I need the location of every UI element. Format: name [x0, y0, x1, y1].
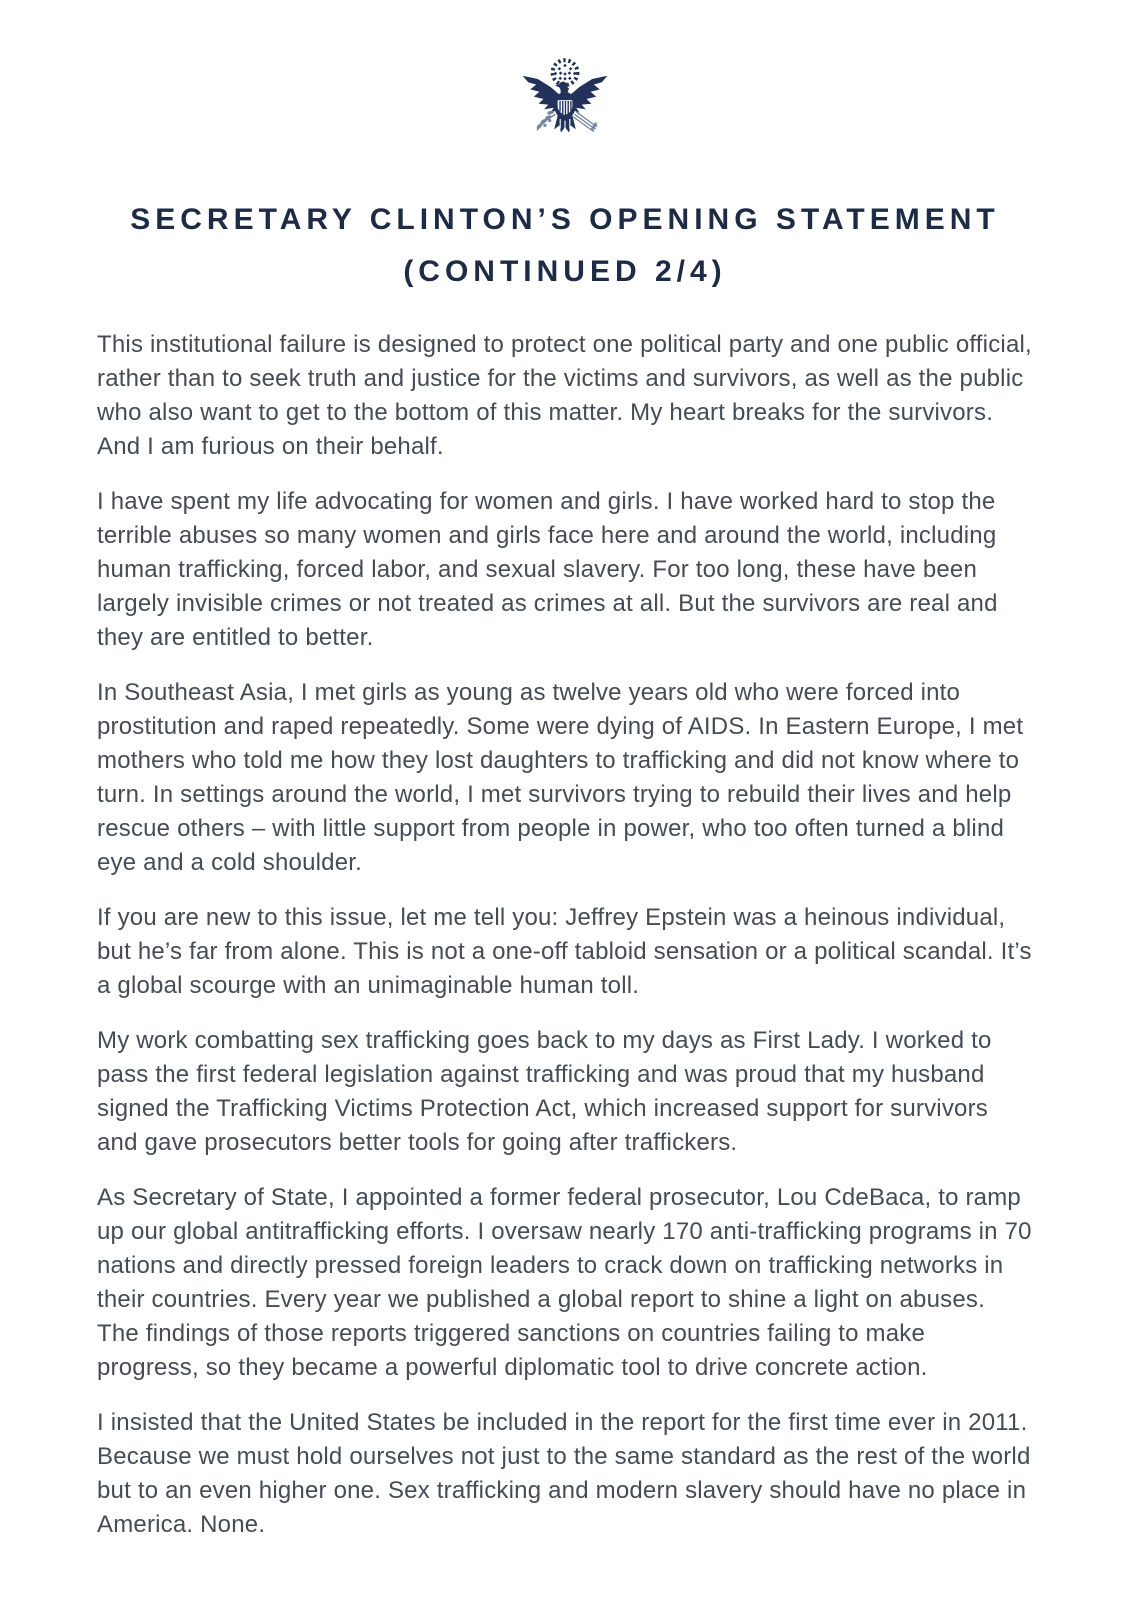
us-great-seal-eagle-icon — [97, 55, 1033, 158]
paragraph-4: If you are new to this issue, let me tell you: Jeffrey Epstein was a heinous individual, but he’s far from alone. This is not a one-off tabloid sensation or a political scandal. It’s a global scourge with an unimaginable human toll. — [97, 904, 1032, 999]
page-title-line-2: (CONTINUED 2/4) — [403, 255, 727, 288]
paragraph-1: This institutional failure is designed to protect one political party and one public official, rather than to seek truth and justice for the victims and survivors, as well as the public who also want to get to the bottom of this matter. My heart breaks for the survivors. And I am furious on their behalf. — [97, 331, 1032, 460]
paragraph-2: I have spent my life advocating for women and girls. I have worked hard to stop the terrible abuses so many women and girls face here and around the world, including human trafficking, forced labor, and sexual slavery. For too long, these have been largely invisible crimes or not treated as crimes at all. But the survivors are real and they are entitled to better. — [97, 488, 998, 651]
statement-body — [97, 328, 1033, 1542]
page-title-line-1: SECRETARY CLINTON’S OPENING STATEMENT — [130, 203, 1000, 236]
paragraph-6: As Secretary of State, I appointed a former federal prosecutor, Lou CdeBaca, to ramp up our global antitrafficking efforts. I oversaw nearly 170 anti-trafficking programs in 70 nations and directly pressed foreign leaders to crack down on trafficking networks in their countries. Every year we published a global report to shine a light on abuses. The findings of those reports triggered sanctions on countries failing to make progress, so they became a powerful diplomatic tool to drive concrete action. — [97, 1184, 1032, 1381]
page-title — [97, 194, 1033, 298]
paragraph-5: My work combatting sex trafficking goes back to my days as First Lady. I worked to pass the first federal legislation against trafficking and was proud that my husband signed the Trafficking Victims Protection Act, which increased support for survivors and gave prosecutors better tools for going after traffickers. — [97, 1027, 992, 1156]
paragraph-7: I insisted that the United States be included in the report for the first time ever in 2011. Because we must hold ourselves not just to the same standard as the rest of the world but to an even higher one. Sex trafficking and modern slavery should have no place in America. None. — [97, 1409, 1031, 1538]
paragraph-3: In Southeast Asia, I met girls as young as twelve years old who were forced into prostitution and raped repeatedly. Some were dying of AIDS. In Eastern Europe, I met mothers who told me how they lost daughters to trafficking and did not know where to turn. In settings around the world, I met survivors trying to rebuild their lives and help rescue others – with little support from people in power, who too often turned a blind eye and a cold shoulder. — [97, 679, 1024, 876]
